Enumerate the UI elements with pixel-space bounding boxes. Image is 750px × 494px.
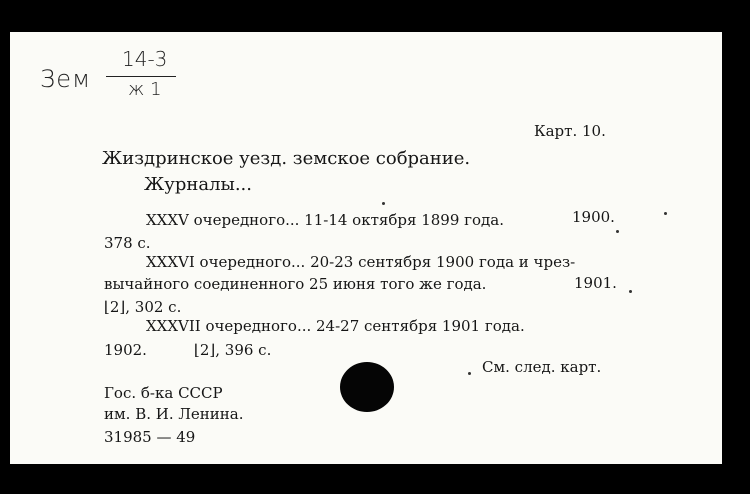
call-number-fraction-line	[106, 76, 176, 77]
scan-speck	[664, 212, 667, 215]
entry-3-pages: ⌊2⌋, 396 с.	[194, 341, 272, 359]
call-number-prefix: Зем	[40, 65, 92, 93]
entry-2-pages: ⌊2⌋, 302 с.	[104, 298, 182, 316]
entry-1-year: 1900.	[572, 208, 615, 226]
entry-2-text-2: вычайного соединенного 25 июня того же года.	[104, 275, 487, 293]
library-line-1: Гос. б-ка СССР	[104, 384, 223, 402]
entry-2-text-1: XXXVI очередного... 20-23 сентября 1900 года и чрез-	[146, 253, 576, 271]
call-number-top: 14-3	[122, 47, 168, 71]
entry-3-text: XXXVII очередного... 24-27 сентября 1901 года.	[146, 317, 525, 335]
scan-speck	[382, 202, 385, 205]
entry-1-text: XXXV очередного... 11-14 октября 1899 года.	[146, 211, 504, 229]
call-number-bottom: ж 1	[128, 79, 162, 100]
scan-speck	[468, 372, 471, 375]
card-number: Карт. 10.	[534, 122, 606, 140]
scan-speck	[616, 230, 619, 233]
title-line-1: Жиздринское уезд. земское собрание.	[102, 148, 471, 169]
entry-1-pages: 378 с.	[104, 234, 151, 252]
entry-3-year: 1902.	[104, 341, 147, 359]
entry-2-year: 1901.	[574, 274, 617, 292]
title-line-2: Журналы...	[144, 174, 252, 195]
library-line-3: 31985 — 49	[104, 428, 196, 446]
library-line-2: им. В. И. Ленина.	[104, 405, 244, 423]
see-next-card: См. след. карт.	[482, 358, 602, 376]
punch-hole	[340, 362, 394, 412]
scan-speck	[629, 290, 632, 293]
